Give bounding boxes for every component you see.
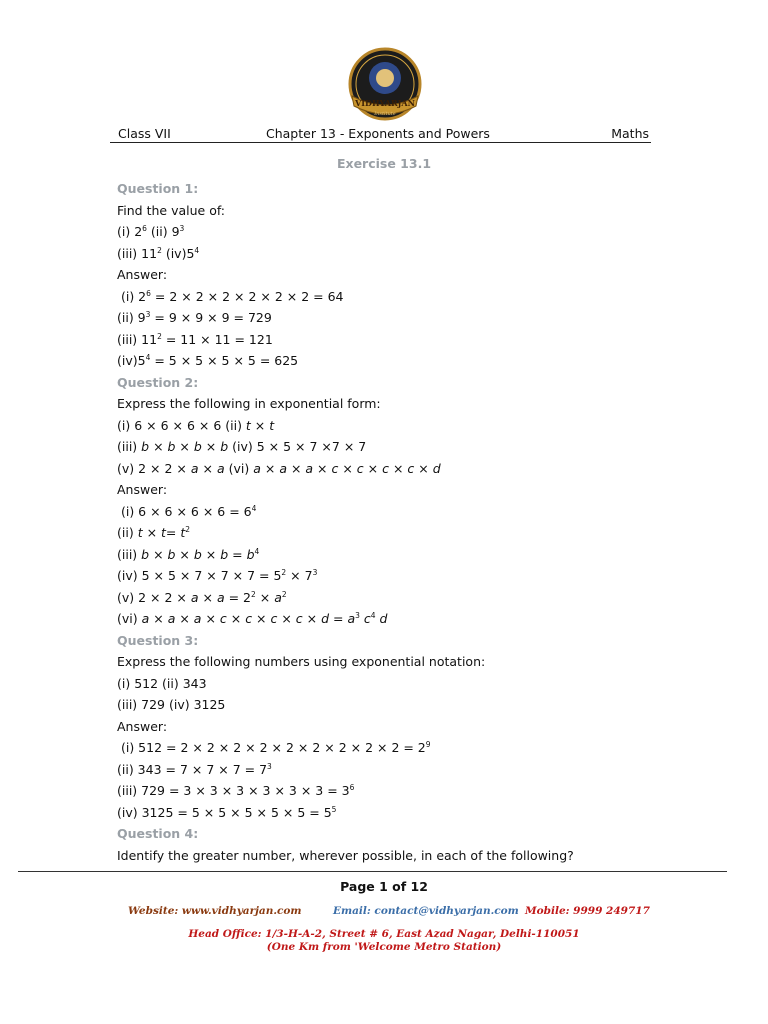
superscript: 4 <box>370 611 376 620</box>
text-run: Question 3: <box>117 632 199 648</box>
superscript: 3 <box>267 761 272 771</box>
text-run: = 11 × 11 = 121 <box>161 331 273 347</box>
text-run: Question 2: <box>117 374 199 390</box>
logo-name: VIDHYARJAN <box>355 98 415 108</box>
text-line <box>117 436 677 458</box>
superscript: 9 <box>425 740 431 749</box>
text-run: = 5 × 5 × 5 × 5 = 625 <box>150 353 299 368</box>
text-line <box>117 651 677 673</box>
variable: t <box>269 417 275 433</box>
text-run: × <box>255 589 275 605</box>
text-line <box>117 802 677 824</box>
text-line <box>117 415 677 437</box>
superscript: 2 <box>281 568 287 577</box>
text-line <box>117 522 677 544</box>
text-line <box>117 716 677 738</box>
text-run: × <box>226 611 246 626</box>
question-heading <box>117 178 677 200</box>
text-run: × <box>201 439 221 454</box>
text-run: × <box>363 460 383 476</box>
variable: a <box>274 589 282 605</box>
variable: a <box>167 611 176 626</box>
text-run: (ii) 9 <box>117 310 146 325</box>
superscript: 6 <box>142 224 147 233</box>
text-line <box>117 608 677 630</box>
text-line <box>117 673 677 695</box>
text-run: Express the following numbers using exponential notation: <box>117 654 486 669</box>
text-run: (iii) 729 = 3 × 3 × 3 × 3 × 3 × 3 = 3 <box>117 783 350 798</box>
variable: d <box>321 611 330 626</box>
mobile-number: Mobile: 9999 249717 <box>525 905 650 917</box>
text-run: × <box>313 460 332 476</box>
text-line <box>117 565 677 587</box>
text-run: × <box>142 525 162 540</box>
variable: a <box>305 460 314 476</box>
superscript: 2 <box>281 589 287 599</box>
head-office-address: Head Office: 1/3-H-A-2, Street # 6, East Azad Nagar, Delhi-110051 <box>188 928 580 940</box>
text-run: × <box>149 546 168 562</box>
question-heading <box>117 823 677 845</box>
exercise-title: Exercise 13.1 <box>336 156 432 171</box>
text-run: Answer: <box>117 267 168 282</box>
superscript: 2 <box>157 331 162 341</box>
text-run: × <box>260 460 280 476</box>
variable: b <box>167 546 176 562</box>
superscript: 6 <box>146 288 151 298</box>
text-run: × <box>286 460 306 476</box>
text-line <box>117 307 677 329</box>
text-run: = 2 × 2 × 2 × 2 × 2 × 2 = 64 <box>150 288 344 304</box>
text-run: (i) 512 = 2 × 2 × 2 × 2 × 2 × 2 × 2 × 2 × 2 = 2 <box>117 740 426 755</box>
text-run: × <box>175 439 194 454</box>
variable: c <box>407 460 415 476</box>
variable: c <box>245 611 253 626</box>
variable: t <box>180 525 186 540</box>
text-run: (iii) 11 <box>117 331 158 347</box>
text-run: = <box>329 611 348 626</box>
text-run: × <box>201 611 220 626</box>
text-run: × <box>175 611 194 626</box>
variable: c <box>219 611 227 626</box>
text-line <box>117 587 677 609</box>
text-line <box>117 458 677 480</box>
text-line <box>117 479 677 501</box>
variable: b <box>220 439 229 454</box>
superscript: 3 <box>312 568 318 577</box>
variable: b <box>193 546 202 562</box>
website-link[interactable]: Website: www.vidhyarjan.com <box>128 905 302 917</box>
text-run: (v) 2 × 2 × <box>117 589 191 605</box>
text-run: × 7 <box>286 568 313 583</box>
variable: b <box>193 439 202 454</box>
document-body <box>117 178 677 866</box>
text-run: × <box>388 460 408 476</box>
text-run: Find the value of: <box>117 202 226 218</box>
superscript: 3 <box>145 310 151 319</box>
chapter-title: Chapter 13 - Exponents and Powers <box>266 126 490 141</box>
variable: a <box>253 460 261 476</box>
text-line <box>117 221 677 243</box>
text-line <box>117 243 677 265</box>
question-heading <box>117 630 677 652</box>
text-run: (i) 6 × 6 × 6 × 6 = 6 <box>117 503 252 519</box>
text-run: Question 1: <box>117 181 199 196</box>
variable: c <box>295 611 303 626</box>
text-run: = 9 × 9 × 9 = 729 <box>150 310 272 325</box>
text-run: × <box>277 611 296 626</box>
variable: d <box>432 460 441 476</box>
text-run: (iii) <box>117 439 142 454</box>
text-run: Answer: <box>117 482 168 497</box>
text-run: × <box>252 611 271 626</box>
text-line <box>117 501 677 523</box>
text-run: (i) 2 <box>117 224 143 239</box>
variable: a <box>216 460 225 476</box>
variable: a <box>279 460 287 476</box>
text-run: Question 4: <box>117 826 199 841</box>
text-run: × <box>175 546 194 562</box>
page-number: Page 1 of 12 <box>340 879 428 894</box>
text-run: Identify the greater number, wherever possible, in each of the following? <box>117 847 574 863</box>
text-run: (iv) 5 × 5 × 7 ×7 × 7 <box>228 439 367 454</box>
variable: c <box>270 611 278 626</box>
text-run: (iii) <box>117 546 142 562</box>
text-run: = 2 <box>224 589 252 605</box>
variable: t <box>245 417 251 433</box>
text-line <box>117 350 677 372</box>
text-line <box>117 759 677 781</box>
superscript: 3 <box>179 224 185 233</box>
text-run: (ii) <box>117 525 138 540</box>
text-run: (i) 512 (ii) 343 <box>117 675 207 691</box>
superscript: 4 <box>145 353 151 362</box>
text-run: (v) 2 × 2 × <box>117 460 191 476</box>
variable: a <box>216 589 225 605</box>
text-line <box>117 845 677 867</box>
superscript: 5 <box>331 804 337 814</box>
text-run: = <box>228 546 247 562</box>
text-run: × <box>198 589 217 605</box>
variable: a <box>193 611 202 626</box>
variable: t <box>161 525 166 540</box>
variable: a <box>347 611 356 626</box>
variable: b <box>167 439 176 454</box>
variable: b <box>141 439 150 454</box>
variable: c <box>356 460 364 476</box>
variable: a <box>141 611 150 626</box>
subject-label: Maths <box>611 126 649 141</box>
text-run: (iv) 5 × 5 × 7 × 7 × 7 = 5 <box>117 568 282 583</box>
text-line <box>117 694 677 716</box>
variable: c <box>363 611 371 626</box>
footer-divider <box>18 871 727 872</box>
metro-landmark: (One Km from 'Welcome Metro Station) <box>266 941 502 953</box>
text-run: = <box>165 525 181 540</box>
question-heading <box>117 372 677 394</box>
text-line <box>117 780 677 802</box>
text-run: × <box>198 460 217 476</box>
text-run: × <box>149 439 168 454</box>
text-run: Express the following in exponential form: <box>117 396 381 411</box>
text-run: (iv)5 <box>117 353 146 368</box>
superscript: 4 <box>194 245 200 255</box>
text-run: (vi) <box>117 611 142 626</box>
text-line <box>117 329 677 351</box>
text-run: × <box>250 417 270 433</box>
text-run: × <box>201 546 221 562</box>
text-run: × <box>338 460 357 476</box>
text-run: × <box>302 611 322 626</box>
text-run: × <box>149 611 168 626</box>
email-link[interactable]: Email: contact@vidhyarjan.com <box>333 905 519 917</box>
variable: b <box>246 546 255 562</box>
page-header <box>110 126 651 143</box>
text-run: (iv)5 <box>161 245 195 261</box>
text-run: × <box>414 460 433 476</box>
superscript: 2 <box>157 245 162 255</box>
superscript: 3 <box>355 611 360 620</box>
text-line <box>117 544 677 566</box>
text-run: Answer: <box>117 718 168 734</box>
text-line <box>117 200 677 222</box>
variable: b <box>141 546 150 562</box>
superscript: 2 <box>185 525 191 534</box>
logo-tagline: Institute <box>374 111 396 117</box>
text-line <box>117 286 677 308</box>
superscript: 6 <box>349 783 355 792</box>
text-line <box>117 264 677 286</box>
institute-logo <box>344 44 426 126</box>
text-run: (iii) 729 (iv) 3125 <box>117 697 226 712</box>
variable: c <box>331 460 339 476</box>
variable: t <box>137 525 143 540</box>
variable: d <box>379 611 388 626</box>
variable: c <box>382 460 389 476</box>
variable: b <box>220 546 229 562</box>
text-run: (ii) 9 <box>146 224 180 239</box>
superscript: 4 <box>254 546 260 556</box>
class-label: Class VII <box>118 126 171 141</box>
superscript: 4 <box>251 503 257 513</box>
text-run: (ii) 343 = 7 × 7 × 7 = 7 <box>117 761 268 777</box>
text-run: (vi) <box>224 460 254 476</box>
variable: a <box>190 460 199 476</box>
text-run: (iii) 11 <box>117 245 158 261</box>
text-run: (iv) 3125 = 5 × 5 × 5 × 5 × 5 = 5 <box>117 804 332 820</box>
text-line <box>117 393 677 415</box>
text-run: (i) 6 × 6 × 6 × 6 (ii) <box>117 417 246 433</box>
text-line <box>117 737 677 759</box>
variable: a <box>190 589 199 605</box>
superscript: 2 <box>251 589 256 599</box>
text-run: (i) 2 <box>117 288 147 304</box>
